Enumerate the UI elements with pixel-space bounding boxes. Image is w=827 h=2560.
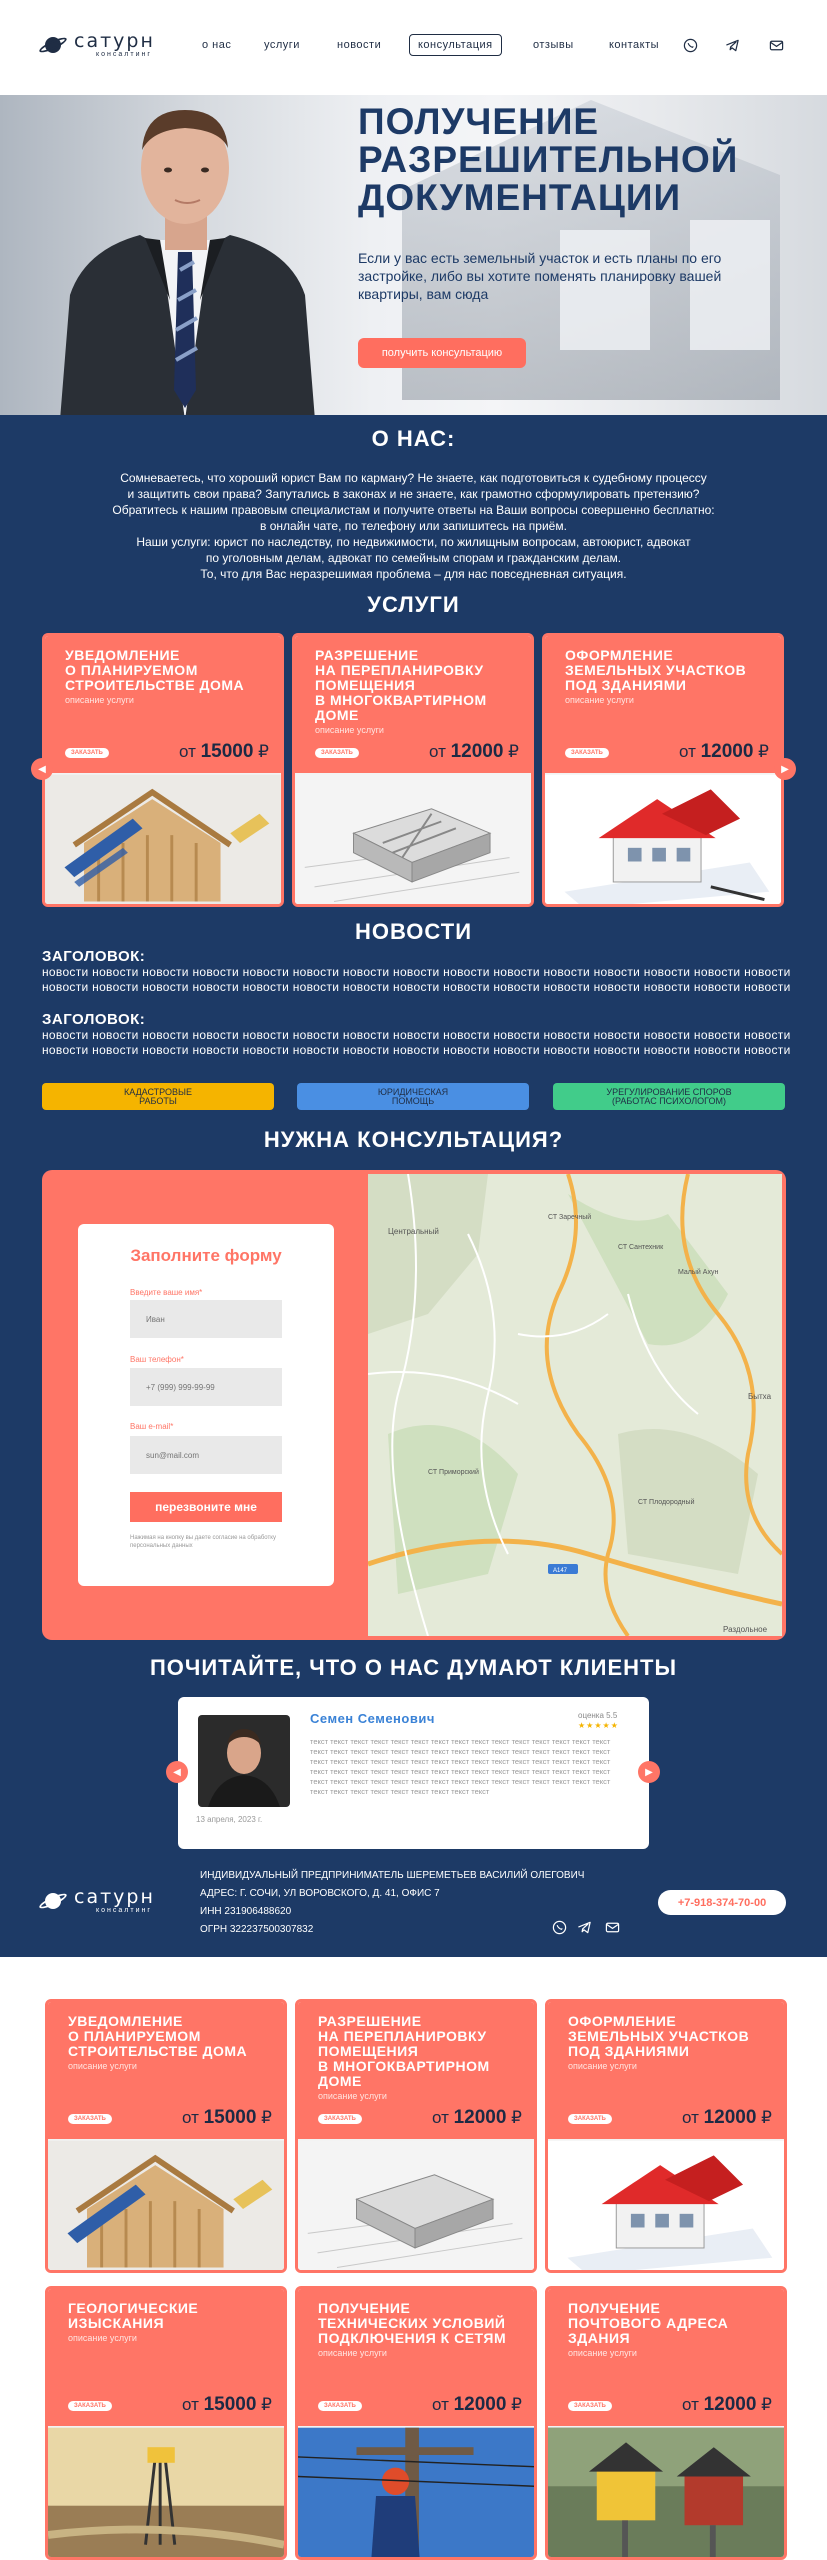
services-title: УСЛУГИ xyxy=(367,592,460,617)
about-line: Сомневаетесь, что хороший юрист Вам по карману? Не знаете, как подготовиться к судебному процессу xyxy=(120,471,707,485)
order-button[interactable]: ЗАКАЗАТЬ xyxy=(68,2401,112,2411)
price-currency: ₽ xyxy=(261,2108,272,2127)
map-label: СТ Заречный xyxy=(548,1214,592,1221)
mail-icon[interactable] xyxy=(769,38,784,53)
hero-section xyxy=(0,60,827,415)
house-model-on-blueprint-image xyxy=(548,2139,784,2273)
service-card-subtitle: описание услуги xyxy=(315,725,384,735)
service-card-subtitle: описание услуги xyxy=(65,695,134,705)
category-cadastral-button[interactable]: КАДАСТРОВЫЕ РАБОТЫ xyxy=(42,1083,274,1110)
service-card[interactable] xyxy=(45,1999,287,2273)
service-card[interactable] xyxy=(45,2286,287,2560)
review-card xyxy=(178,1697,649,1849)
price-currency: ₽ xyxy=(508,742,519,761)
whatsapp-icon[interactable] xyxy=(552,1920,567,1935)
company-info xyxy=(200,1867,584,1939)
logo-name: сатурн xyxy=(74,1886,155,1908)
price-prefix: от xyxy=(431,2108,449,2127)
price-value: 12000 xyxy=(703,2394,757,2415)
hero-description: Если у вас есть земельный участок и есть планы по его застройке, либо вы хотите поменять планировку вашей квартиры, вам сюда xyxy=(358,250,722,302)
price-value: 12000 xyxy=(453,2394,507,2415)
news-line: новости новости новости новости новости новости новости новости новости новости новости новости новости новости новости xyxy=(42,1043,791,1057)
price-value: 12000 xyxy=(703,2107,757,2128)
consultation-title: НУЖНА КОНСУЛЬТАЦИЯ? xyxy=(263,1127,564,1152)
service-card[interactable] xyxy=(292,633,534,907)
service-card-title: УВЕДОМЛЕНИЕ О ПЛАНИРУЕМОМ СТРОИТЕЛЬСТВЕ ДОМА xyxy=(65,647,245,693)
house-model-on-blueprint-image xyxy=(545,773,781,907)
consultation-panel xyxy=(42,1170,786,1640)
location-map[interactable] xyxy=(368,1174,782,1636)
mail-icon[interactable] xyxy=(605,1920,620,1935)
order-button[interactable]: ЗАКАЗАТЬ xyxy=(318,2114,362,2124)
carousel-prev-arrow[interactable]: ◀ xyxy=(31,758,53,780)
company-ogrn: ОГРН 322237500307832 xyxy=(200,1924,314,1935)
map-label: Раздольное xyxy=(723,1625,768,1634)
price-prefix: от xyxy=(678,742,696,761)
service-card-subtitle: описание услуги xyxy=(318,2091,387,2101)
service-card[interactable] xyxy=(42,633,284,907)
price-value: 12000 xyxy=(700,741,754,762)
price-currency: ₽ xyxy=(261,2395,272,2414)
service-card-subtitle: описание услуги xyxy=(318,2348,387,2358)
price-prefix: от xyxy=(428,742,446,761)
mailbox-houses-image xyxy=(548,2426,784,2560)
floor-plan-model-image xyxy=(298,2139,534,2273)
service-card-title: РАЗРЕШЕНИЕ НА ПЕРЕПЛАНИРОВКУ ПОМЕЩЕНИЯ В МНОГОКВАРТИРНОМ ДОМЕ xyxy=(315,647,487,723)
news-heading: ЗАГОЛОВОК: xyxy=(42,948,146,965)
service-price xyxy=(429,741,519,763)
company-name: ИНДИВИДУАЛЬНЫЙ ПРЕДПРИНИМАТЕЛЬ ШЕРЕМЕТЬЕВ ВАСИЛИЙ ОЛЕГОВИЧ xyxy=(200,1870,585,1881)
category-legal-button[interactable]: ЮРИДИЧЕСКАЯ ПОМОЩЬ xyxy=(297,1083,529,1110)
service-price xyxy=(432,2394,522,2416)
price-prefix: от xyxy=(181,2395,199,2414)
service-price xyxy=(679,741,769,763)
site-header xyxy=(0,0,827,95)
price-prefix: от xyxy=(181,2108,199,2127)
news-body xyxy=(42,1028,802,1058)
nav-reviews[interactable]: отзывы xyxy=(533,39,574,51)
service-price xyxy=(682,2394,772,2416)
map-label: Малый Ахун xyxy=(678,1269,719,1276)
price-value: 15000 xyxy=(200,741,254,762)
news-body xyxy=(42,965,802,995)
about-line: по уголовным делам, адвокат по семейным спорам и гражданским делам. xyxy=(205,551,622,565)
service-card[interactable] xyxy=(295,1999,537,2273)
service-card-title: ОФОРМЛЕНИЕ ЗЕМЕЛЬНЫХ УЧАСТКОВ ПОД ЗДАНИЯМИ xyxy=(565,647,747,693)
service-card-subtitle: описание услуги xyxy=(568,2061,637,2071)
map-label: СТ Приморский xyxy=(428,1469,479,1476)
name-input[interactable] xyxy=(130,1300,282,1338)
service-price xyxy=(182,2107,272,2129)
logo-subtitle: консалтинг xyxy=(96,1907,152,1914)
map-label: А147 xyxy=(553,1568,568,1574)
house-construction-image xyxy=(48,2139,284,2273)
map-label: Бытха xyxy=(748,1392,772,1401)
carousel-next-arrow[interactable]: ▶ xyxy=(774,758,796,780)
about-line: То, что для Вас неразрешимая проблема – для нас повседневная ситуация. xyxy=(200,567,627,581)
get-consultation-button[interactable]: получить консультацию xyxy=(358,338,526,368)
review-score: оценка 5.5 xyxy=(578,1711,618,1720)
reviewer-name: Семен Семенович xyxy=(310,1711,435,1726)
about-line: в онлайн чате, по телефону или запишитесь на приём. xyxy=(260,519,567,533)
nav-consultation[interactable]: консультация xyxy=(409,34,502,56)
consent-note: Нажимая на кнопку вы даете согласие на обработку персональных данных xyxy=(130,1535,276,1549)
reviews-title: ПОЧИТАЙТЕ, ЧТО О НАС ДУМАЮТ КЛИЕНТЫ xyxy=(149,1655,678,1680)
company-address: АДРЕС: Г. СОЧИ, УЛ ВОРОВСКОГО, Д. 41, ОФИС 7 xyxy=(200,1888,440,1899)
news-line: новости новости новости новости новости новости новости новости новости новости новости новости новости новости новости xyxy=(42,980,791,994)
company-inn: ИНН 231906488620 xyxy=(200,1906,292,1917)
service-card[interactable] xyxy=(545,2286,787,2560)
lawyer-photo xyxy=(50,90,320,415)
reviews-next-arrow[interactable]: ▶ xyxy=(638,1761,660,1783)
hero-title: ПОЛУЧЕНИЕ РАЗРЕШИТЕЛЬНОЙ ДОКУМЕНТАЦИИ xyxy=(358,101,739,218)
saturn-logo-icon xyxy=(38,30,68,60)
service-card-title: ГЕОЛОГИЧЕСКИЕ ИЗЫСКАНИЯ xyxy=(68,2300,199,2331)
about-text xyxy=(60,470,767,582)
house-construction-image xyxy=(45,773,281,907)
price-prefix: от xyxy=(178,742,196,761)
geological-survey-image xyxy=(48,2426,284,2560)
service-card-title: УВЕДОМЛЕНИЕ О ПЛАНИРУЕМОМ СТРОИТЕЛЬСТВЕ ДОМА xyxy=(68,2013,248,2059)
service-card-subtitle: описание услуги xyxy=(68,2333,137,2343)
price-prefix: от xyxy=(431,2395,449,2414)
price-currency: ₽ xyxy=(258,742,269,761)
service-card-title: РАЗРЕШЕНИЕ НА ПЕРЕПЛАНИРОВКУ ПОМЕЩЕНИЯ В МНОГОКВАРТИРНОМ ДОМЕ xyxy=(318,2013,490,2089)
callback-button[interactable]: перезвоните мне xyxy=(130,1492,282,1522)
name-label: Введите ваше имя* xyxy=(130,1288,203,1297)
price-currency: ₽ xyxy=(761,2395,772,2414)
reviews-prev-arrow[interactable]: ◀ xyxy=(166,1761,188,1783)
news-line: новости новости новости новости новости новости новости новости новости новости новости новости новости новости новости xyxy=(42,1028,791,1042)
whatsapp-icon[interactable] xyxy=(683,38,698,53)
news-title: НОВОСТИ xyxy=(354,919,473,944)
nav-news[interactable]: новости xyxy=(337,39,382,51)
price-prefix: от xyxy=(681,2395,699,2414)
phone-button[interactable]: +7-918-374-70-00 xyxy=(658,1890,786,1915)
service-card-title: ОФОРМЛЕНИЕ ЗЕМЕЛЬНЫХ УЧАСТКОВ ПОД ЗДАНИЯМИ xyxy=(568,2013,750,2059)
logo[interactable] xyxy=(38,30,155,60)
price-currency: ₽ xyxy=(758,742,769,761)
service-price xyxy=(682,2107,772,2129)
floor-plan-model-image xyxy=(295,773,531,907)
map-label: СТ Сантехник xyxy=(618,1244,664,1251)
about-title: О НАС: xyxy=(371,426,456,451)
nav-contacts[interactable]: контакты xyxy=(609,39,660,51)
order-button[interactable]: ЗАКАЗАТЬ xyxy=(568,2114,612,2124)
news-line: новости новости новости новости новости новости новости новости новости новости новости новости новости новости новости xyxy=(42,965,791,979)
map-label: Центральный xyxy=(388,1227,439,1236)
order-button[interactable]: ЗАКАЗАТЬ xyxy=(568,2401,612,2411)
about-line: и защитить свои права? Запутались в законах и не знаете, как грамотно сформулировать претензию? xyxy=(127,487,700,501)
telegram-icon[interactable] xyxy=(577,1920,592,1935)
electrician-on-pole-image xyxy=(298,2426,534,2560)
service-card[interactable] xyxy=(545,1999,787,2273)
order-button[interactable]: ЗАКАЗАТЬ xyxy=(315,748,359,758)
price-value: 15000 xyxy=(203,2394,257,2415)
price-currency: ₽ xyxy=(511,2395,522,2414)
price-currency: ₽ xyxy=(511,2108,522,2127)
service-price xyxy=(432,2107,522,2129)
about-line: Наши услуги: юрист по наследству, по недвижимости, по жилищным вопросам, автоюрист, адвокат xyxy=(136,535,691,549)
service-card-title: ПОЛУЧЕНИЕ ТЕХНИЧЕСКИХ УСЛОВИЙ ПОДКЛЮЧЕНИЯ К СЕТЯМ xyxy=(318,2300,507,2346)
nav-services[interactable]: услуги xyxy=(264,39,300,51)
phone-input[interactable] xyxy=(130,1368,282,1406)
price-value: 12000 xyxy=(450,741,504,762)
review-date: 13 апреля, 2023 г. xyxy=(196,1815,263,1824)
review-text: текст текст текст текст текст текст текст текст текст текст текст текст текст текст текст текст текст текст текст текст текст текст текст текст текст текст текст текст текст текст текст текст текст текст текст текст текст текст текст текст текст текст текст текст текст текст текст текст текст текст текст текст текст текст текст текст текст текст текст текст текст текст текст текст текст текст текст текст текст текст текст текст текст текст текст текст текст текст текст текст текст текст текст текст xyxy=(310,1737,611,1796)
service-card[interactable] xyxy=(542,633,784,907)
service-card[interactable] xyxy=(295,2286,537,2560)
reviewer-avatar xyxy=(198,1715,290,1807)
service-price xyxy=(182,2394,272,2416)
form-title: Заполните форму xyxy=(130,1246,282,1265)
service-card-subtitle: описание услуги xyxy=(565,695,634,705)
consultation-form xyxy=(78,1224,334,1586)
email-label: Ваш e-mail* xyxy=(130,1422,174,1431)
order-button[interactable]: ЗАКАЗАТЬ xyxy=(318,2401,362,2411)
category-disputes-button[interactable]: УРЕГУЛИРОВАНИЕ СПОРОВ (РАБОТАС ПСИХОЛОГОМ) xyxy=(553,1083,785,1110)
order-button[interactable]: ЗАКАЗАТЬ xyxy=(68,2114,112,2124)
service-card-subtitle: описание услуги xyxy=(568,2348,637,2358)
telegram-icon[interactable] xyxy=(725,38,740,53)
rating-stars-icon: ★★★★★ xyxy=(578,1721,619,1730)
service-card-subtitle: описание услуги xyxy=(68,2061,137,2071)
email-input[interactable] xyxy=(130,1436,282,1474)
saturn-logo-icon xyxy=(38,1886,68,1916)
logo-subtitle: консалтинг xyxy=(96,51,152,58)
price-value: 15000 xyxy=(203,2107,257,2128)
price-prefix: от xyxy=(681,2108,699,2127)
map-label: СТ Плодородный xyxy=(638,1499,695,1506)
about-line: Обратитесь к нашим правовым специалистам и получите ответы на Ваши вопросы совершенно бесплатно: xyxy=(112,503,715,517)
price-currency: ₽ xyxy=(761,2108,772,2127)
footer-logo[interactable] xyxy=(38,1886,155,1916)
phone-label: Ваш телефон* xyxy=(130,1355,184,1364)
logo-name: сатурн xyxy=(74,30,155,52)
service-price xyxy=(179,741,269,763)
order-button[interactable]: ЗАКАЗАТЬ xyxy=(65,748,109,758)
order-button[interactable]: ЗАКАЗАТЬ xyxy=(565,748,609,758)
nav-about[interactable]: о нас xyxy=(202,39,232,51)
service-card-title: ПОЛУЧЕНИЕ ПОЧТОВОГО АДРЕСА ЗДАНИЯ xyxy=(568,2300,729,2346)
price-value: 12000 xyxy=(453,2107,507,2128)
news-heading: ЗАГОЛОВОК: xyxy=(42,1011,146,1028)
